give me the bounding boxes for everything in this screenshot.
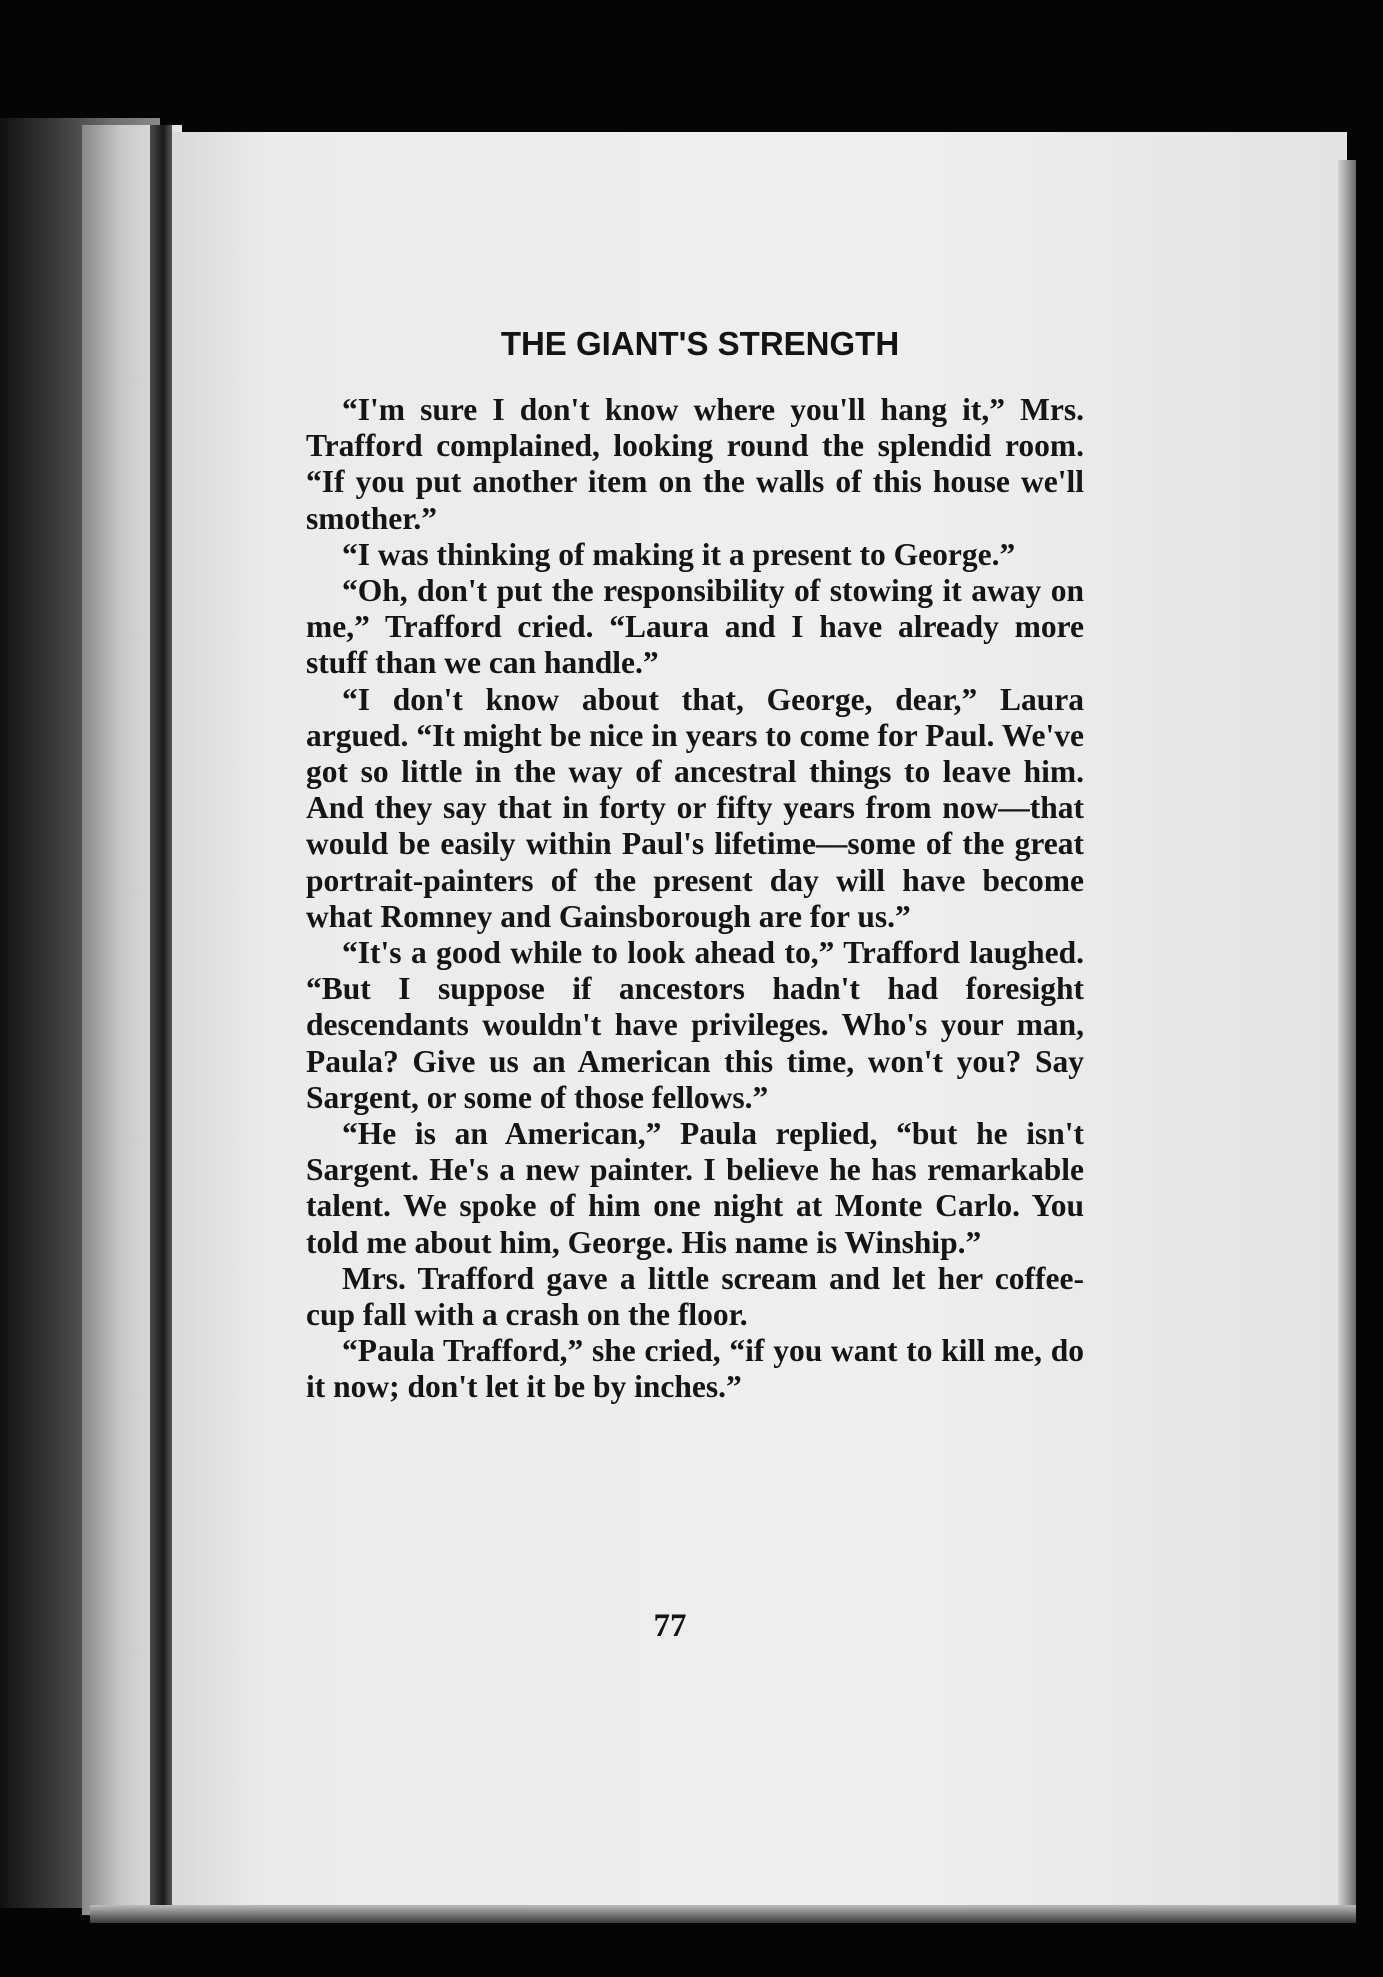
paragraph: “I don't know about that, George, dear,” Laura argued. “It might be nice in years to come for Paul. We've got so little in the way of ancestral things to leave him. And they say that in forty or fifty years from now—that would be easily within Paul's lifetime—some of the great portrait-painters of the present day will have become what Romney and Gainsborough are for us.” bbox=[306, 681, 1084, 934]
paragraph: “It's a good while to look ahead to,” Trafford laughed. “But I suppose if ancestors hadn't had foresight descendants wouldn't have privileges. Who's your man, Paula? Give us an American this time, won't you? Say Sargent, or some of those fellows.” bbox=[306, 935, 1084, 1115]
body-text bbox=[306, 392, 1084, 1406]
running-head: THE GIANT'S STRENGTH bbox=[500, 325, 900, 362]
paragraph: “I was thinking of making it a present to George.” bbox=[342, 536, 1016, 572]
paragraph: “I'm sure I don't know where you'll hang it,” Mrs. Trafford complained, looking round the splendid room. “If you put another item on the walls of this house we'll smother.” bbox=[306, 392, 1084, 536]
paragraph: Mrs. Trafford gave a little scream and let her coffee-cup fall with a crash on the floor. bbox=[306, 1260, 1084, 1333]
page-bottom-edge bbox=[90, 1905, 1356, 1923]
paragraph: “Paula Trafford,” she cried, “if you want to kill me, do it now; don't let it be by inches.” bbox=[306, 1333, 1084, 1405]
binding-shadow bbox=[150, 125, 172, 1915]
page-right-edge bbox=[1338, 160, 1356, 1915]
paragraph: “He is an American,” Paula replied, “but he isn't Sargent. He's a new painter. I believe he has remarkable talent. We spoke of him one night at Monte Carlo. You told me about him, George. His name is Winship.” bbox=[306, 1116, 1084, 1260]
page-number: 77 bbox=[653, 1608, 687, 1644]
paragraph: “Oh, don't put the responsibility of stowing it away on me,” Trafford cried. “Laura and I have already more stuff than we can handle.” bbox=[306, 573, 1084, 681]
